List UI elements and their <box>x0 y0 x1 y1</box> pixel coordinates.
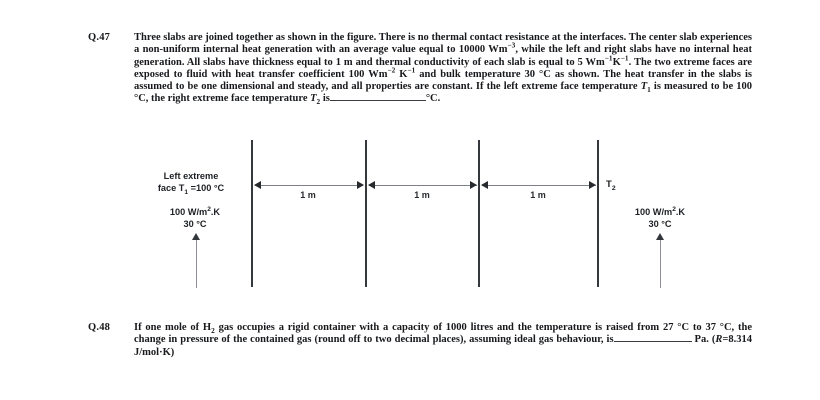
q48-line1a: If one mole of H <box>134 322 212 333</box>
dimension-line-1 <box>255 185 363 186</box>
dimension-arrow-left-3 <box>481 181 488 189</box>
dimension-label-3: 1 m <box>530 190 546 200</box>
question-text <box>134 32 752 106</box>
q47-line5b: K <box>612 56 621 68</box>
q47-sup-h1: −2 <box>387 65 396 75</box>
dimension-arrow-right-1 <box>357 181 364 189</box>
left-bc-h-a: 100 W/m <box>169 207 208 217</box>
question-block-q48 <box>88 322 752 359</box>
q47-sub-t2: 2 <box>316 97 321 107</box>
q48-var-r: R <box>715 334 723 346</box>
slab-boundary-line-4 <box>597 140 599 287</box>
q47-line6a: 100 Wm <box>348 68 388 80</box>
q48-line1b: gas occupies a rigid container with a capacity of 1000 litres and the <box>214 322 532 333</box>
right-bc-h-sup: 2 <box>672 205 676 213</box>
q47-var-t2: T <box>310 93 317 105</box>
right-bc-h-b: .K <box>675 207 686 217</box>
q47-line8b: is measured to be 100 °C, the right extreme face temperature <box>134 81 753 105</box>
right-face-sub-t2: 2 <box>611 184 616 192</box>
q47-sup-k2: −1 <box>620 53 629 63</box>
q47-line8a: temperature <box>581 81 641 93</box>
dimension-arrow-right-3 <box>589 181 596 189</box>
question-number: Q.47 <box>88 32 111 43</box>
slab-boundary-line-1 <box>251 140 253 287</box>
q47-line3a: average value equal to 10000 Wm <box>353 44 508 56</box>
question-number: Q.48 <box>88 322 111 333</box>
right-convection-arrow-stem <box>660 240 661 288</box>
q48-line2: temperature is raised from 27 °C to 37 °C, the change in pressure of the contained gas (round <box>134 322 752 346</box>
right-convection-arrowhead-icon <box>656 233 664 240</box>
right-convection-label <box>605 207 715 230</box>
dimension-arrow-left-2 <box>368 181 375 189</box>
q48-line3c: =8.314 <box>722 334 752 346</box>
left-bc-h-b: .K <box>210 207 221 217</box>
dimension-label-1: 1 m <box>300 190 316 200</box>
q47-line7: to be one dimensional and steady, and all properties are constant. If the left extreme face <box>175 81 579 93</box>
right-face-var-t2: T <box>606 179 612 190</box>
q47-line6c: and bulk temperature 30 °C as shown. The heat transfer in the slabs is assumed <box>134 68 753 93</box>
q48-sub-h2: 2 <box>211 326 215 336</box>
three-slab-figure <box>0 135 820 305</box>
answer-blank-q48[interactable] <box>614 341 692 342</box>
slab-boundary-line-2 <box>365 140 367 287</box>
dimension-arrow-left-1 <box>254 181 261 189</box>
q47-line5a: equal to 5 Wm <box>538 56 605 68</box>
slab-boundary-line-3 <box>478 140 480 287</box>
q47-line3b: , while the left and right slabs have no internal heat <box>515 44 752 56</box>
q47-line9a: is <box>322 93 330 105</box>
q48-line4: J/mol·K) <box>134 346 175 358</box>
right-bc-temp: 30 °C <box>648 218 672 229</box>
question-block-q47 <box>88 32 752 106</box>
left-convection-arrow-stem <box>196 240 197 288</box>
q47-line2: at the interfaces. The center slab experiences a non-uniform internal heat generation with an <box>134 32 753 56</box>
q47-sup-h2: −1 <box>407 65 416 75</box>
q48-line3b: Pa. ( <box>691 334 716 346</box>
left-face-label-line2b: =100 °C <box>188 182 225 193</box>
left-face-label <box>133 171 249 194</box>
q47-sub-t1: 1 <box>647 85 651 95</box>
q47-line6b: K <box>395 68 408 80</box>
q47-line1: Three slabs are joined together as shown in the figure. There is no thermal contact resistance <box>134 32 550 43</box>
dimension-line-3 <box>482 185 596 186</box>
left-convection-label <box>140 207 250 230</box>
answer-blank-q47[interactable] <box>330 100 426 101</box>
left-bc-temp: 30 °C <box>183 218 207 229</box>
dimension-arrow-right-2 <box>470 181 477 189</box>
dimension-line-2 <box>369 185 477 186</box>
right-bc-h-a: 100 W/m <box>634 207 673 217</box>
q47-line4: generation. All slabs have thickness equal to 1 m and thermal conductivity of each slab is <box>134 56 536 68</box>
dimension-label-2: 1 m <box>414 190 430 200</box>
q47-sup-k1: −1 <box>604 53 613 63</box>
right-face-temperature-label <box>606 179 616 190</box>
q47-line5c: . The two extreme faces are exposed to fluid with heat transfer coefficient <box>134 56 753 80</box>
left-convection-arrowhead-icon <box>192 233 200 240</box>
left-face-label-line1: Left extreme <box>163 171 219 181</box>
question-text <box>134 322 752 359</box>
left-bc-h-sup: 2 <box>207 205 211 213</box>
left-face-label-line2a: face <box>157 182 179 193</box>
q47-line9b: °C. <box>425 93 441 105</box>
left-face-sub-t1: 1 <box>184 188 189 196</box>
q47-sup-heatgen: −3 <box>507 40 516 50</box>
q47-var-t1: T <box>640 81 648 93</box>
left-face-var-t1: T <box>178 182 185 193</box>
q48-line3a: off to two decimal places), assuming ideal gas behaviour, is <box>348 334 614 346</box>
